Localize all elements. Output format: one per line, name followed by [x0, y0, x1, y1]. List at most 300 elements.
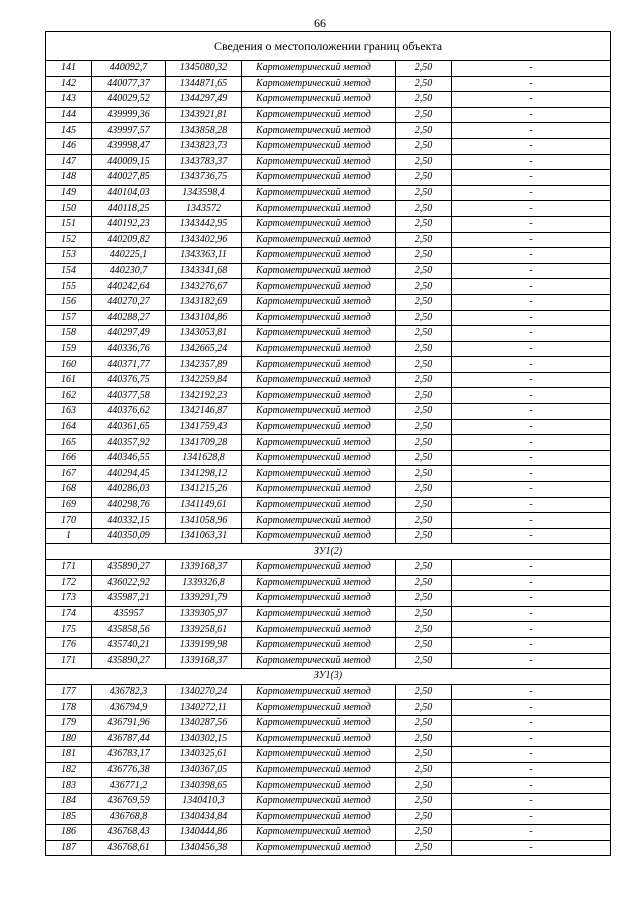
- method-cell: Картометрический метод: [242, 107, 396, 123]
- y-coordinate-cell: 1339168,37: [166, 560, 242, 576]
- x-coordinate-cell: 440357,92: [92, 435, 166, 451]
- x-coordinate-cell: 436768,61: [92, 840, 166, 856]
- note-cell: -: [452, 138, 611, 154]
- x-coordinate-cell: 435890,27: [92, 653, 166, 669]
- x-coordinate-cell: 436768,43: [92, 825, 166, 841]
- point-number-cell: 174: [46, 606, 92, 622]
- accuracy-cell: 2,50: [396, 700, 452, 716]
- y-coordinate-cell: 1343823,73: [166, 138, 242, 154]
- table-row: [46, 497, 611, 513]
- section-label: ЗУ1(3): [46, 669, 611, 685]
- method-cell: Картометрический метод: [242, 372, 396, 388]
- point-number-cell: 145: [46, 123, 92, 139]
- note-cell: -: [452, 637, 611, 653]
- table-title-row: [46, 32, 611, 61]
- note-cell: -: [452, 170, 611, 186]
- table-row: [46, 482, 611, 498]
- accuracy-cell: 2,50: [396, 747, 452, 763]
- table-row: [46, 731, 611, 747]
- y-coordinate-cell: 1343736,75: [166, 170, 242, 186]
- point-number-cell: 161: [46, 372, 92, 388]
- note-cell: -: [452, 528, 611, 544]
- note-cell: -: [452, 450, 611, 466]
- table-row: [46, 840, 611, 856]
- accuracy-cell: 2,50: [396, 637, 452, 653]
- y-coordinate-cell: 1343182,69: [166, 294, 242, 310]
- x-coordinate-cell: 436771,2: [92, 778, 166, 794]
- accuracy-cell: 2,50: [396, 622, 452, 638]
- point-number-cell: 151: [46, 216, 92, 232]
- table-row: [46, 700, 611, 716]
- x-coordinate-cell: 440009,15: [92, 154, 166, 170]
- point-number-cell: 186: [46, 825, 92, 841]
- note-cell: -: [452, 76, 611, 92]
- x-coordinate-cell: 439999,36: [92, 107, 166, 123]
- method-cell: Картометрический метод: [242, 825, 396, 841]
- y-coordinate-cell: 1343858,28: [166, 123, 242, 139]
- x-coordinate-cell: 440192,23: [92, 216, 166, 232]
- method-cell: Картометрический метод: [242, 185, 396, 201]
- accuracy-cell: 2,50: [396, 435, 452, 451]
- method-cell: Картометрический метод: [242, 450, 396, 466]
- y-coordinate-cell: 1343276,67: [166, 279, 242, 295]
- table-row: [46, 310, 611, 326]
- y-coordinate-cell: 1340287,56: [166, 715, 242, 731]
- x-coordinate-cell: 440242,64: [92, 279, 166, 295]
- note-cell: -: [452, 294, 611, 310]
- point-number-cell: 179: [46, 715, 92, 731]
- method-cell: Картометрический метод: [242, 138, 396, 154]
- method-cell: Картометрический метод: [242, 216, 396, 232]
- x-coordinate-cell: 440297,49: [92, 326, 166, 342]
- section-row: [46, 669, 611, 685]
- table-row: [46, 326, 611, 342]
- accuracy-cell: 2,50: [396, 497, 452, 513]
- table-row: [46, 762, 611, 778]
- note-cell: -: [452, 700, 611, 716]
- point-number-cell: 168: [46, 482, 92, 498]
- method-cell: Картометрический метод: [242, 154, 396, 170]
- table-row: [46, 560, 611, 576]
- accuracy-cell: 2,50: [396, 825, 452, 841]
- y-coordinate-cell: 1340398,65: [166, 778, 242, 794]
- y-coordinate-cell: 1345080,32: [166, 61, 242, 77]
- method-cell: Картометрический метод: [242, 513, 396, 529]
- point-number-cell: 185: [46, 809, 92, 825]
- point-number-cell: 167: [46, 466, 92, 482]
- method-cell: Картометрический метод: [242, 809, 396, 825]
- method-cell: Картометрический метод: [242, 560, 396, 576]
- table-row: [46, 263, 611, 279]
- point-number-cell: 173: [46, 591, 92, 607]
- x-coordinate-cell: 440230,7: [92, 263, 166, 279]
- note-cell: -: [452, 762, 611, 778]
- x-coordinate-cell: 440376,62: [92, 404, 166, 420]
- method-cell: Картометрический метод: [242, 747, 396, 763]
- x-coordinate-cell: 440361,65: [92, 419, 166, 435]
- point-number-cell: 157: [46, 310, 92, 326]
- point-number-cell: 142: [46, 76, 92, 92]
- table-row: [46, 294, 611, 310]
- x-coordinate-cell: 440376,75: [92, 372, 166, 388]
- accuracy-cell: 2,50: [396, 388, 452, 404]
- note-cell: -: [452, 622, 611, 638]
- method-cell: Картометрический метод: [242, 762, 396, 778]
- method-cell: Картометрический метод: [242, 778, 396, 794]
- table-row: [46, 92, 611, 108]
- note-cell: -: [452, 201, 611, 217]
- method-cell: Картометрический метод: [242, 840, 396, 856]
- point-number-cell: 150: [46, 201, 92, 217]
- point-number-cell: 175: [46, 622, 92, 638]
- method-cell: Картометрический метод: [242, 497, 396, 513]
- table-row: [46, 591, 611, 607]
- table-row: [46, 622, 611, 638]
- note-cell: -: [452, 435, 611, 451]
- x-coordinate-cell: 436787,44: [92, 731, 166, 747]
- y-coordinate-cell: 1342259,84: [166, 372, 242, 388]
- note-cell: -: [452, 216, 611, 232]
- point-number-cell: 163: [46, 404, 92, 420]
- y-coordinate-cell: 1341628,8: [166, 450, 242, 466]
- point-number-cell: 160: [46, 357, 92, 373]
- point-number-cell: 172: [46, 575, 92, 591]
- method-cell: Картометрический метод: [242, 123, 396, 139]
- accuracy-cell: 2,50: [396, 528, 452, 544]
- y-coordinate-cell: 1340444,86: [166, 825, 242, 841]
- method-cell: Картометрический метод: [242, 419, 396, 435]
- table-row: [46, 341, 611, 357]
- x-coordinate-cell: 439998,47: [92, 138, 166, 154]
- table-row: [46, 793, 611, 809]
- x-coordinate-cell: 440027,85: [92, 170, 166, 186]
- method-cell: Картометрический метод: [242, 294, 396, 310]
- note-cell: -: [452, 606, 611, 622]
- note-cell: -: [452, 185, 611, 201]
- table-row: [46, 528, 611, 544]
- point-number-cell: 183: [46, 778, 92, 794]
- y-coordinate-cell: 1339168,37: [166, 653, 242, 669]
- y-coordinate-cell: 1343402,96: [166, 232, 242, 248]
- note-cell: -: [452, 793, 611, 809]
- note-cell: -: [452, 560, 611, 576]
- table-row: [46, 809, 611, 825]
- y-coordinate-cell: 1343572: [166, 201, 242, 217]
- y-coordinate-cell: 1340272,11: [166, 700, 242, 716]
- point-number-cell: 171: [46, 653, 92, 669]
- note-cell: -: [452, 388, 611, 404]
- method-cell: Картометрический метод: [242, 170, 396, 186]
- point-number-cell: 144: [46, 107, 92, 123]
- method-cell: Картометрический метод: [242, 700, 396, 716]
- accuracy-cell: 2,50: [396, 92, 452, 108]
- accuracy-cell: 2,50: [396, 560, 452, 576]
- method-cell: Картометрический метод: [242, 61, 396, 77]
- note-cell: -: [452, 684, 611, 700]
- accuracy-cell: 2,50: [396, 419, 452, 435]
- accuracy-cell: 2,50: [396, 513, 452, 529]
- x-coordinate-cell: 440225,1: [92, 248, 166, 264]
- y-coordinate-cell: 1342357,89: [166, 357, 242, 373]
- x-coordinate-cell: 440286,03: [92, 482, 166, 498]
- table-row: [46, 388, 611, 404]
- y-coordinate-cell: 1343598,4: [166, 185, 242, 201]
- y-coordinate-cell: 1339326,8: [166, 575, 242, 591]
- accuracy-cell: 2,50: [396, 653, 452, 669]
- note-cell: -: [452, 154, 611, 170]
- method-cell: Картометрический метод: [242, 793, 396, 809]
- note-cell: -: [452, 123, 611, 139]
- note-cell: -: [452, 497, 611, 513]
- method-cell: Картометрический метод: [242, 653, 396, 669]
- note-cell: -: [452, 107, 611, 123]
- accuracy-cell: 2,50: [396, 793, 452, 809]
- note-cell: -: [452, 372, 611, 388]
- accuracy-cell: 2,50: [396, 731, 452, 747]
- y-coordinate-cell: 1343783,37: [166, 154, 242, 170]
- x-coordinate-cell: 440336,76: [92, 341, 166, 357]
- accuracy-cell: 2,50: [396, 263, 452, 279]
- x-coordinate-cell: 440118,25: [92, 201, 166, 217]
- point-number-cell: 182: [46, 762, 92, 778]
- y-coordinate-cell: 1340270,24: [166, 684, 242, 700]
- point-number-cell: 147: [46, 154, 92, 170]
- method-cell: Картометрический метод: [242, 341, 396, 357]
- y-coordinate-cell: 1340434,84: [166, 809, 242, 825]
- accuracy-cell: 2,50: [396, 372, 452, 388]
- method-cell: Картометрический метод: [242, 715, 396, 731]
- point-number-cell: 148: [46, 170, 92, 186]
- y-coordinate-cell: 1339199,98: [166, 637, 242, 653]
- table-row: [46, 61, 611, 77]
- x-coordinate-cell: 440298,76: [92, 497, 166, 513]
- table-row: [46, 653, 611, 669]
- note-cell: -: [452, 653, 611, 669]
- x-coordinate-cell: 439997,57: [92, 123, 166, 139]
- x-coordinate-cell: 440346,55: [92, 450, 166, 466]
- x-coordinate-cell: 440077,37: [92, 76, 166, 92]
- y-coordinate-cell: 1340456,38: [166, 840, 242, 856]
- y-coordinate-cell: 1341058,96: [166, 513, 242, 529]
- accuracy-cell: 2,50: [396, 466, 452, 482]
- y-coordinate-cell: 1339305,97: [166, 606, 242, 622]
- y-coordinate-cell: 1342192,23: [166, 388, 242, 404]
- accuracy-cell: 2,50: [396, 107, 452, 123]
- note-cell: -: [452, 840, 611, 856]
- point-number-cell: 177: [46, 684, 92, 700]
- table-row: [46, 138, 611, 154]
- x-coordinate-cell: 436022,92: [92, 575, 166, 591]
- x-coordinate-cell: 440092,7: [92, 61, 166, 77]
- point-number-cell: 176: [46, 637, 92, 653]
- point-number-cell: 178: [46, 700, 92, 716]
- x-coordinate-cell: 440332,15: [92, 513, 166, 529]
- y-coordinate-cell: 1339291,79: [166, 591, 242, 607]
- table-row: [46, 76, 611, 92]
- note-cell: -: [452, 232, 611, 248]
- x-coordinate-cell: 440029,52: [92, 92, 166, 108]
- accuracy-cell: 2,50: [396, 185, 452, 201]
- note-cell: -: [452, 263, 611, 279]
- accuracy-cell: 2,50: [396, 310, 452, 326]
- x-coordinate-cell: 440377,58: [92, 388, 166, 404]
- accuracy-cell: 2,50: [396, 450, 452, 466]
- y-coordinate-cell: 1343104,86: [166, 310, 242, 326]
- accuracy-cell: 2,50: [396, 232, 452, 248]
- x-coordinate-cell: 436769,59: [92, 793, 166, 809]
- accuracy-cell: 2,50: [396, 201, 452, 217]
- x-coordinate-cell: 440209,82: [92, 232, 166, 248]
- x-coordinate-cell: 435740,21: [92, 637, 166, 653]
- table-row: [46, 684, 611, 700]
- boundary-coordinates-table: [45, 31, 611, 856]
- note-cell: -: [452, 825, 611, 841]
- y-coordinate-cell: 1343053,81: [166, 326, 242, 342]
- accuracy-cell: 2,50: [396, 809, 452, 825]
- accuracy-cell: 2,50: [396, 154, 452, 170]
- note-cell: -: [452, 92, 611, 108]
- x-coordinate-cell: 435890,27: [92, 560, 166, 576]
- y-coordinate-cell: 1340410,3: [166, 793, 242, 809]
- note-cell: -: [452, 341, 611, 357]
- table-row: [46, 107, 611, 123]
- y-coordinate-cell: 1341149,61: [166, 497, 242, 513]
- table-row: [46, 170, 611, 186]
- y-coordinate-cell: 1343341,68: [166, 263, 242, 279]
- method-cell: Картометрический метод: [242, 404, 396, 420]
- note-cell: -: [452, 591, 611, 607]
- table-row: [46, 778, 611, 794]
- accuracy-cell: 2,50: [396, 76, 452, 92]
- x-coordinate-cell: 440294,45: [92, 466, 166, 482]
- note-cell: -: [452, 310, 611, 326]
- point-number-cell: 143: [46, 92, 92, 108]
- point-number-cell: 164: [46, 419, 92, 435]
- method-cell: Картометрический метод: [242, 591, 396, 607]
- page-number: 66: [314, 16, 326, 30]
- x-coordinate-cell: 440350,09: [92, 528, 166, 544]
- y-coordinate-cell: 1341215,26: [166, 482, 242, 498]
- method-cell: Картометрический метод: [242, 263, 396, 279]
- table-row: [46, 466, 611, 482]
- point-number-cell: 1: [46, 528, 92, 544]
- accuracy-cell: 2,50: [396, 778, 452, 794]
- x-coordinate-cell: 440270,27: [92, 294, 166, 310]
- note-cell: -: [452, 778, 611, 794]
- note-cell: -: [452, 747, 611, 763]
- point-number-cell: 141: [46, 61, 92, 77]
- x-coordinate-cell: 435987,21: [92, 591, 166, 607]
- accuracy-cell: 2,50: [396, 294, 452, 310]
- table-row: [46, 201, 611, 217]
- table-title: Сведения о местоположении границ объекта: [46, 32, 611, 61]
- method-cell: Картометрический метод: [242, 357, 396, 373]
- y-coordinate-cell: 1341709,28: [166, 435, 242, 451]
- y-coordinate-cell: 1340367,05: [166, 762, 242, 778]
- x-coordinate-cell: 440104,03: [92, 185, 166, 201]
- note-cell: -: [452, 404, 611, 420]
- note-cell: -: [452, 248, 611, 264]
- note-cell: -: [452, 809, 611, 825]
- x-coordinate-cell: 436783,17: [92, 747, 166, 763]
- accuracy-cell: 2,50: [396, 138, 452, 154]
- method-cell: Картометрический метод: [242, 279, 396, 295]
- x-coordinate-cell: 440288,27: [92, 310, 166, 326]
- table-row: [46, 279, 611, 295]
- method-cell: Картометрический метод: [242, 76, 396, 92]
- table-row: [46, 513, 611, 529]
- accuracy-cell: 2,50: [396, 341, 452, 357]
- y-coordinate-cell: 1342665,24: [166, 341, 242, 357]
- method-cell: Картометрический метод: [242, 435, 396, 451]
- note-cell: -: [452, 326, 611, 342]
- accuracy-cell: 2,50: [396, 762, 452, 778]
- table-row: [46, 715, 611, 731]
- note-cell: -: [452, 513, 611, 529]
- method-cell: Картометрический метод: [242, 388, 396, 404]
- point-number-cell: 154: [46, 263, 92, 279]
- y-coordinate-cell: 1343921,81: [166, 107, 242, 123]
- section-row: [46, 544, 611, 560]
- point-number-cell: 166: [46, 450, 92, 466]
- y-coordinate-cell: 1341063,31: [166, 528, 242, 544]
- y-coordinate-cell: 1342146,87: [166, 404, 242, 420]
- point-number-cell: 184: [46, 793, 92, 809]
- table-row: [46, 575, 611, 591]
- note-cell: -: [452, 357, 611, 373]
- point-number-cell: 156: [46, 294, 92, 310]
- x-coordinate-cell: 436794,9: [92, 700, 166, 716]
- accuracy-cell: 2,50: [396, 715, 452, 731]
- y-coordinate-cell: 1340325,61: [166, 747, 242, 763]
- point-number-cell: 169: [46, 497, 92, 513]
- accuracy-cell: 2,50: [396, 326, 452, 342]
- table-row: [46, 747, 611, 763]
- method-cell: Картометрический метод: [242, 482, 396, 498]
- table-row: [46, 216, 611, 232]
- accuracy-cell: 2,50: [396, 591, 452, 607]
- y-coordinate-cell: 1344871,65: [166, 76, 242, 92]
- table-row: [46, 154, 611, 170]
- table-row: [46, 435, 611, 451]
- table-row: [46, 248, 611, 264]
- accuracy-cell: 2,50: [396, 357, 452, 373]
- table-row: [46, 357, 611, 373]
- method-cell: Картометрический метод: [242, 528, 396, 544]
- accuracy-cell: 2,50: [396, 840, 452, 856]
- x-coordinate-cell: 435957: [92, 606, 166, 622]
- x-coordinate-cell: 436776,38: [92, 762, 166, 778]
- method-cell: Картометрический метод: [242, 466, 396, 482]
- accuracy-cell: 2,50: [396, 279, 452, 295]
- table-row: [46, 123, 611, 139]
- y-coordinate-cell: 1341759,43: [166, 419, 242, 435]
- point-number-cell: 149: [46, 185, 92, 201]
- accuracy-cell: 2,50: [396, 170, 452, 186]
- method-cell: Картометрический метод: [242, 606, 396, 622]
- point-number-cell: 146: [46, 138, 92, 154]
- y-coordinate-cell: 1343442,95: [166, 216, 242, 232]
- method-cell: Картометрический метод: [242, 248, 396, 264]
- x-coordinate-cell: 435858,56: [92, 622, 166, 638]
- table-row: [46, 606, 611, 622]
- note-cell: -: [452, 731, 611, 747]
- note-cell: -: [452, 715, 611, 731]
- method-cell: Картометрический метод: [242, 201, 396, 217]
- accuracy-cell: 2,50: [396, 575, 452, 591]
- table-row: [46, 419, 611, 435]
- method-cell: Картометрический метод: [242, 684, 396, 700]
